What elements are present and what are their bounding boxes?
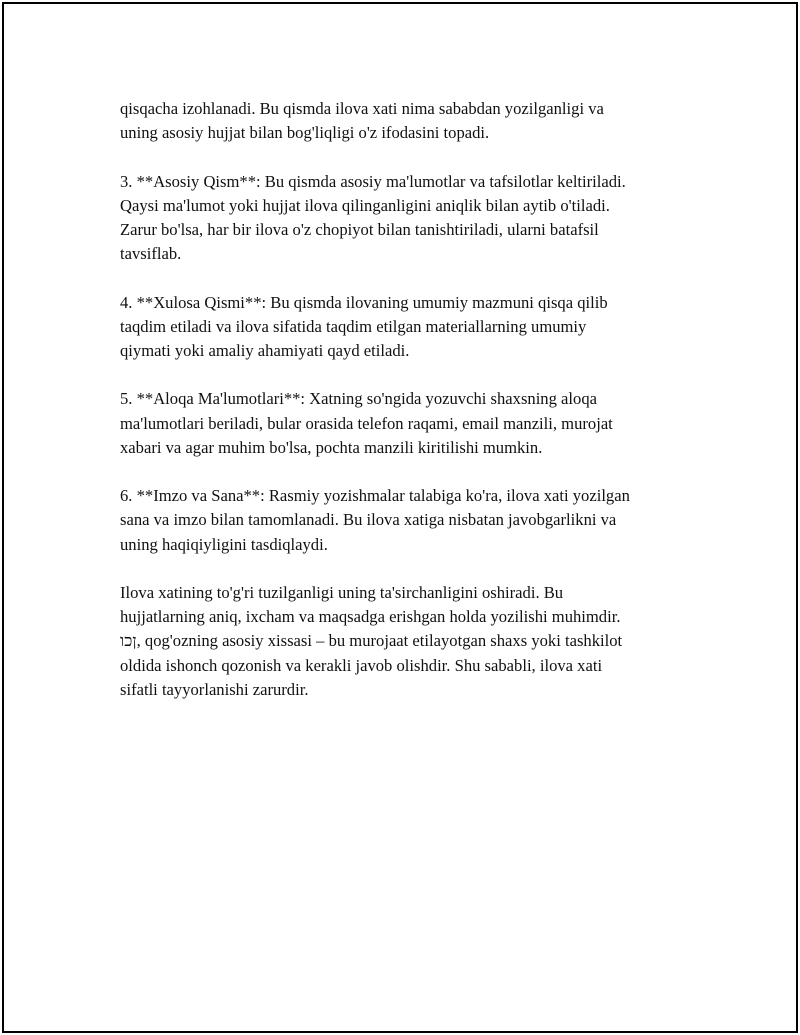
intro-continuation-paragraph: qisqacha izohlanadi. Bu qismda ilova xati nima sababdan yozilganligi va uning asosiy hujjat bilan bog'liqligi o'z ifodasini topadi. [120, 99, 604, 143]
main-part-paragraph: 3. **Asosiy Qism**: Bu qismda asosiy ma'lumotlar va tafsilotlar keltiriladi. Qaysi ma'lumot yoki hujjat ilova qilinganligini aniqlik bilan aytib o'tiladi. Zarur bo'lsa, har bir ilova o'z chopiyot bilan tanishtiriladi, ularni batafsil tavsiflab. [120, 171, 626, 264]
document-body [120, 97, 700, 726]
document-page [2, 2, 798, 1033]
conclusion-part-paragraph: 4. **Xulosa Qismi**: Bu qismda ilovaning umumiy mazmuni qisqa qilib taqdim etiladi va ilova sifatida taqdim etilgan materiallarning umumiy qiymati yoki amaliy ahamiyati qayd etiladi. [120, 292, 608, 360]
closing-paragraph: Ilova xatining to'g'ri tuzilganligi uning ta'sirchanligini oshiradi. Bu hujjatlarning aniq, ixcham va maqsadga erishgan holda yozilishi muhimdir. ןכו, qog'ozning asosiy xissasi – bu murojaat etilayotgan shaxs yoki tashkilot oldida ishonch qozonish va kerakli javob olishdir. Shu sababli, ilova xati sifatli tayyorlanishi zarurdir. [120, 582, 623, 699]
contact-info-paragraph: 5. **Aloqa Ma'lumotlari**: Xatning so'ngida yozuvchi shaxsning aloqa ma'lumotlari beriladi, bular orasida telefon raqami, email manzili, murojat xabari va agar muhim bo'lsa, pochta manzili kiritilishi mumkin. [120, 389, 613, 457]
signature-date-paragraph: 6. **Imzo va Sana**: Rasmiy yozishmalar talabiga ko'ra, ilova xati yozilgan sana va imzo bilan tamomlanadi. Bu ilova xatiga nisbatan javobgarlikni va uning haqiqiyligini tasdiqlaydi. [120, 486, 630, 554]
